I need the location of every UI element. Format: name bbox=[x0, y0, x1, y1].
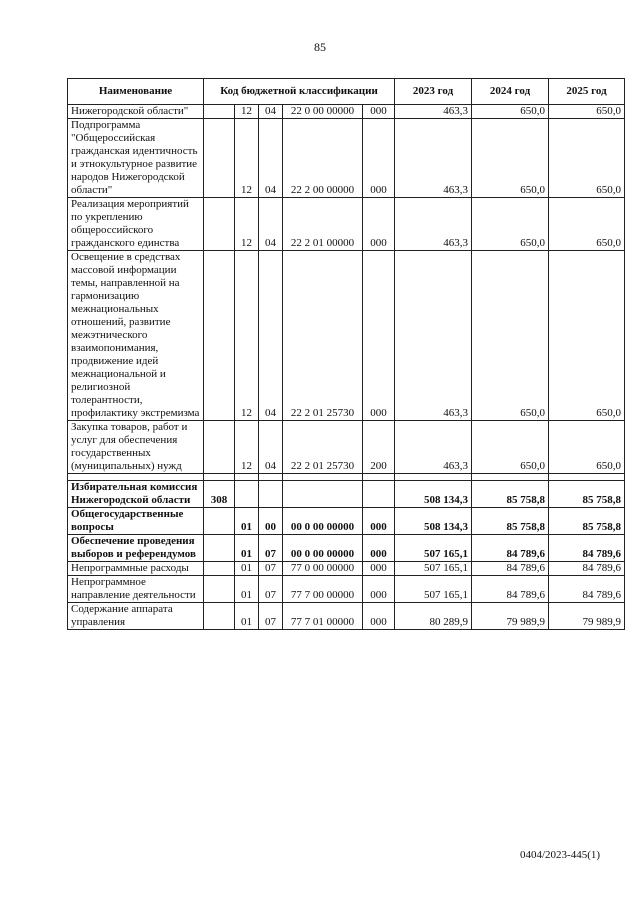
cell-expense-kind: 000 bbox=[363, 119, 395, 198]
cell-2024: 650,0 bbox=[472, 105, 549, 119]
cell-target-code: 00 0 00 00000 bbox=[283, 508, 363, 535]
cell-expense-kind bbox=[363, 481, 395, 508]
table-row bbox=[68, 481, 625, 508]
spacer-row bbox=[68, 474, 625, 481]
table-row bbox=[68, 603, 625, 630]
cell-target-code: 00 0 00 00000 bbox=[283, 535, 363, 562]
budget-table bbox=[67, 78, 625, 630]
cell-section: 12 bbox=[235, 251, 259, 421]
cell-dept-code bbox=[204, 508, 235, 535]
table-row bbox=[68, 508, 625, 535]
cell-2025: 650,0 bbox=[549, 251, 625, 421]
cell-section: 12 bbox=[235, 421, 259, 474]
cell-name: Освещение в средствах массовой информации темы, направленной на гармонизацию межнациональных отношений, развитие межэтнического взаимопонимания, продвижение идей межнациональной и религиозной толерантности, профилактику экстремизма bbox=[68, 251, 204, 421]
cell-2024: 650,0 bbox=[472, 251, 549, 421]
cell-section: 01 bbox=[235, 562, 259, 576]
cell-dept-code bbox=[204, 105, 235, 119]
cell-2023: 463,3 bbox=[395, 421, 472, 474]
cell-subsection: 07 bbox=[259, 535, 283, 562]
cell-2025: 650,0 bbox=[549, 105, 625, 119]
cell-section: 01 bbox=[235, 576, 259, 603]
header-2024: 2024 год bbox=[472, 79, 549, 105]
cell-2025: 84 789,6 bbox=[549, 562, 625, 576]
cell-dept-code bbox=[204, 562, 235, 576]
table-row bbox=[68, 119, 625, 198]
page-number: 85 bbox=[314, 40, 326, 54]
cell-target-code: 77 7 00 00000 bbox=[283, 576, 363, 603]
cell-section: 01 bbox=[235, 508, 259, 535]
cell-2023: 463,3 bbox=[395, 198, 472, 251]
cell-dept-code bbox=[204, 535, 235, 562]
cell-target-code: 22 2 00 00000 bbox=[283, 119, 363, 198]
cell-expense-kind: 000 bbox=[363, 251, 395, 421]
cell-section: 12 bbox=[235, 119, 259, 198]
cell-subsection: 04 bbox=[259, 119, 283, 198]
cell-section: 01 bbox=[235, 603, 259, 630]
cell-name: Подпрограмма "Общероссийская гражданская идентичность и этнокультурное развитие народов Нижегородской области" bbox=[68, 119, 204, 198]
cell-target-code: 77 7 01 00000 bbox=[283, 603, 363, 630]
cell-2024: 84 789,6 bbox=[472, 562, 549, 576]
cell-2025: 85 758,8 bbox=[549, 508, 625, 535]
cell-target-code: 22 2 01 25730 bbox=[283, 421, 363, 474]
cell-name: Нижегородской области" bbox=[68, 105, 204, 119]
cell-name: Содержание аппарата управления bbox=[68, 603, 204, 630]
cell-subsection: 07 bbox=[259, 576, 283, 603]
cell-subsection: 04 bbox=[259, 105, 283, 119]
cell-expense-kind: 000 bbox=[363, 562, 395, 576]
cell-target-code: 22 2 01 25730 bbox=[283, 251, 363, 421]
cell-2023: 507 165,1 bbox=[395, 535, 472, 562]
cell-subsection: 07 bbox=[259, 603, 283, 630]
table-row bbox=[68, 576, 625, 603]
cell-2024: 650,0 bbox=[472, 198, 549, 251]
cell-subsection: 04 bbox=[259, 421, 283, 474]
table-row bbox=[68, 421, 625, 474]
cell-dept-code bbox=[204, 603, 235, 630]
cell-2023: 508 134,3 bbox=[395, 508, 472, 535]
header-2025: 2025 год bbox=[549, 79, 625, 105]
table-row bbox=[68, 105, 625, 119]
cell-target-code: 77 0 00 00000 bbox=[283, 562, 363, 576]
cell-2023: 80 289,9 bbox=[395, 603, 472, 630]
cell-expense-kind: 000 bbox=[363, 535, 395, 562]
table-row bbox=[68, 535, 625, 562]
cell-name: Непрограммные расходы bbox=[68, 562, 204, 576]
cell-section bbox=[235, 481, 259, 508]
table-row bbox=[68, 198, 625, 251]
table-row bbox=[68, 251, 625, 421]
cell-subsection: 04 bbox=[259, 251, 283, 421]
cell-2023: 463,3 bbox=[395, 251, 472, 421]
cell-expense-kind: 000 bbox=[363, 198, 395, 251]
cell-2023: 463,3 bbox=[395, 119, 472, 198]
cell-2023: 507 165,1 bbox=[395, 562, 472, 576]
cell-name: Непрограммное направление деятельности bbox=[68, 576, 204, 603]
cell-2025: 84 789,6 bbox=[549, 576, 625, 603]
cell-2025: 85 758,8 bbox=[549, 481, 625, 508]
cell-expense-kind: 000 bbox=[363, 508, 395, 535]
cell-2025: 84 789,6 bbox=[549, 535, 625, 562]
cell-name: Избирательная комиссия Нижегородской области bbox=[68, 481, 204, 508]
cell-2024: 84 789,6 bbox=[472, 535, 549, 562]
cell-section: 01 bbox=[235, 535, 259, 562]
cell-2023: 463,3 bbox=[395, 105, 472, 119]
cell-2024: 650,0 bbox=[472, 119, 549, 198]
cell-subsection: 04 bbox=[259, 198, 283, 251]
cell-2023: 508 134,3 bbox=[395, 481, 472, 508]
cell-dept-code: 308 bbox=[204, 481, 235, 508]
header-2023: 2023 год bbox=[395, 79, 472, 105]
cell-2024: 650,0 bbox=[472, 421, 549, 474]
cell-dept-code bbox=[204, 198, 235, 251]
cell-section: 12 bbox=[235, 105, 259, 119]
cell-expense-kind: 000 bbox=[363, 603, 395, 630]
cell-expense-kind: 200 bbox=[363, 421, 395, 474]
table-row bbox=[68, 562, 625, 576]
cell-2024: 84 789,6 bbox=[472, 576, 549, 603]
cell-2024: 85 758,8 bbox=[472, 508, 549, 535]
cell-name: Реализация мероприятий по укреплению общероссийского гражданского единства bbox=[68, 198, 204, 251]
cell-2025: 79 989,9 bbox=[549, 603, 625, 630]
cell-dept-code bbox=[204, 421, 235, 474]
cell-subsection bbox=[259, 481, 283, 508]
cell-target-code bbox=[283, 481, 363, 508]
cell-dept-code bbox=[204, 576, 235, 603]
cell-2023: 507 165,1 bbox=[395, 576, 472, 603]
header-name: Наименование bbox=[68, 79, 204, 105]
cell-2025: 650,0 bbox=[549, 421, 625, 474]
header-code: Код бюджетной классификации bbox=[204, 79, 395, 105]
table-header-row bbox=[68, 79, 625, 105]
cell-dept-code bbox=[204, 119, 235, 198]
cell-2025: 650,0 bbox=[549, 119, 625, 198]
cell-2024: 85 758,8 bbox=[472, 481, 549, 508]
cell-target-code: 22 0 00 00000 bbox=[283, 105, 363, 119]
cell-subsection: 07 bbox=[259, 562, 283, 576]
cell-name: Общегосударственные вопросы bbox=[68, 508, 204, 535]
cell-2024: 79 989,9 bbox=[472, 603, 549, 630]
cell-name: Обеспечение проведения выборов и референдумов bbox=[68, 535, 204, 562]
cell-2025: 650,0 bbox=[549, 198, 625, 251]
document-code: 0404/2023-445(1) bbox=[520, 849, 601, 861]
cell-subsection: 00 bbox=[259, 508, 283, 535]
cell-section: 12 bbox=[235, 198, 259, 251]
cell-dept-code bbox=[204, 251, 235, 421]
cell-expense-kind: 000 bbox=[363, 105, 395, 119]
cell-expense-kind: 000 bbox=[363, 576, 395, 603]
cell-target-code: 22 2 01 00000 bbox=[283, 198, 363, 251]
cell-name: Закупка товаров, работ и услуг для обеспечения государственных (муниципальных) нужд bbox=[68, 421, 204, 474]
